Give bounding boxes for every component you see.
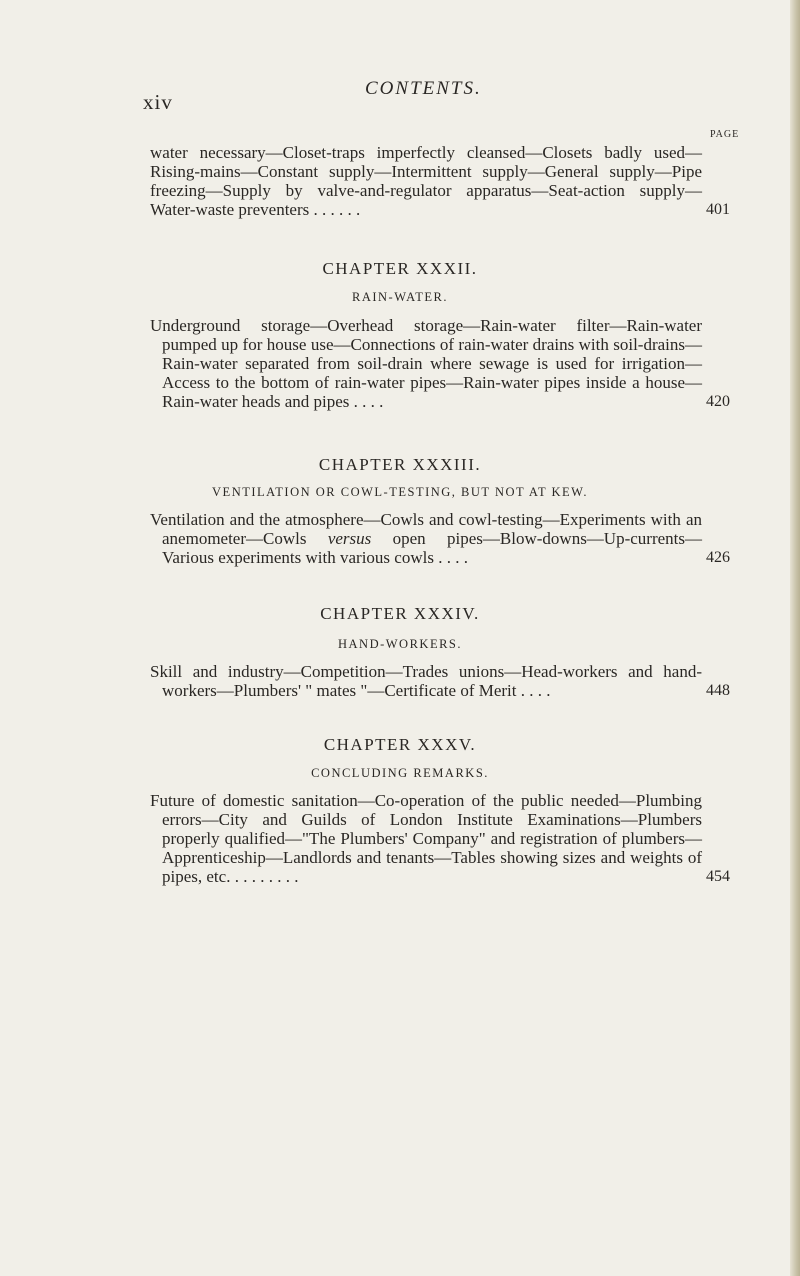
- chapter-subtitle-35: CONCLUDING REMARKS.: [311, 766, 489, 780]
- entry-page-number: 401: [706, 201, 730, 218]
- chapter-subtitle-32: RAIN-WATER.: [351, 290, 448, 304]
- chapter-subtitle-33: VENTILATION OR COWL-TESTING, BUT NOT AT KEW.: [212, 485, 588, 499]
- chapter-entry-32: [150, 316, 730, 411]
- entry-text: [150, 510, 710, 567]
- page-number-roman: xiv: [143, 90, 173, 114]
- chapter-subtitle-34: HAND-WORKERS.: [337, 637, 462, 651]
- continuation-entry: [150, 143, 730, 219]
- entry-text: Future of domestic sanitation—Co-operation of the public needed—Plumbing errors—City and Guilds of London Institute Examinations—Plumbers properly qualified—"The Plumbers' Company" and registration of plumbers—Apprenticeship—Landlords and tenants—Tables showing sizes and weights of pipes, etc. . . . . . . . .: [150, 791, 702, 886]
- chapter-heading-34: CHAPTER XXXIV.: [320, 604, 480, 623]
- entry-page-number: 420: [706, 393, 730, 410]
- page-column-label: PAGE: [710, 129, 740, 140]
- running-title: CONTENTS.: [365, 78, 482, 99]
- chapter-entry-34: [150, 662, 730, 700]
- running-head: [0, 78, 800, 114]
- chapter-entry-33: [150, 510, 730, 567]
- entry-text: Skill and industry—Competition—Trades unions—Head-workers and hand-workers—Plumbers' " mates "—Certificate of Merit . . . .: [150, 662, 702, 700]
- entry-text-italic: versus: [327, 529, 372, 548]
- entry-page-number: 454: [706, 868, 730, 885]
- entry-page-number: 448: [706, 682, 730, 699]
- entry-text-post: open pipes—Blow-downs—Up-currents—Various experiments with various cowls . . . .: [162, 529, 703, 567]
- chapter-entry-35: [150, 791, 730, 886]
- entry-text-pre: Ventilation and the atmosphere—Cowls and cowl-testing—Experiments with an anemometer—Cowls: [150, 510, 702, 548]
- chapter-heading-35: CHAPTER XXXV.: [323, 735, 477, 754]
- entry-text: water necessary—Closet-traps imperfectly cleansed—Closets badly used—Rising-mains—Constant supply—Intermittent supply—General supply—Pipe freezing—Supply by valve-and-regulator apparatus—Seat-action supply—Water-waste preventers . . . . . .: [150, 143, 702, 219]
- chapter-heading-33: CHAPTER XXXIII.: [318, 455, 482, 474]
- chapter-heading-32: CHAPTER XXXII.: [322, 259, 478, 278]
- entry-page-number: 426: [706, 549, 730, 566]
- entry-text: Underground storage—Overhead storage—Rain-water filter—Rain-water pumped up for house use—Connections of rain-water drains with soil-drains—Rain-water separated from soil-drain where sewage is used for irrigation—Access to the bottom of rain-water pipes—Rain-water pipes inside a house—Rain-water heads and pipes . . . .: [150, 316, 702, 411]
